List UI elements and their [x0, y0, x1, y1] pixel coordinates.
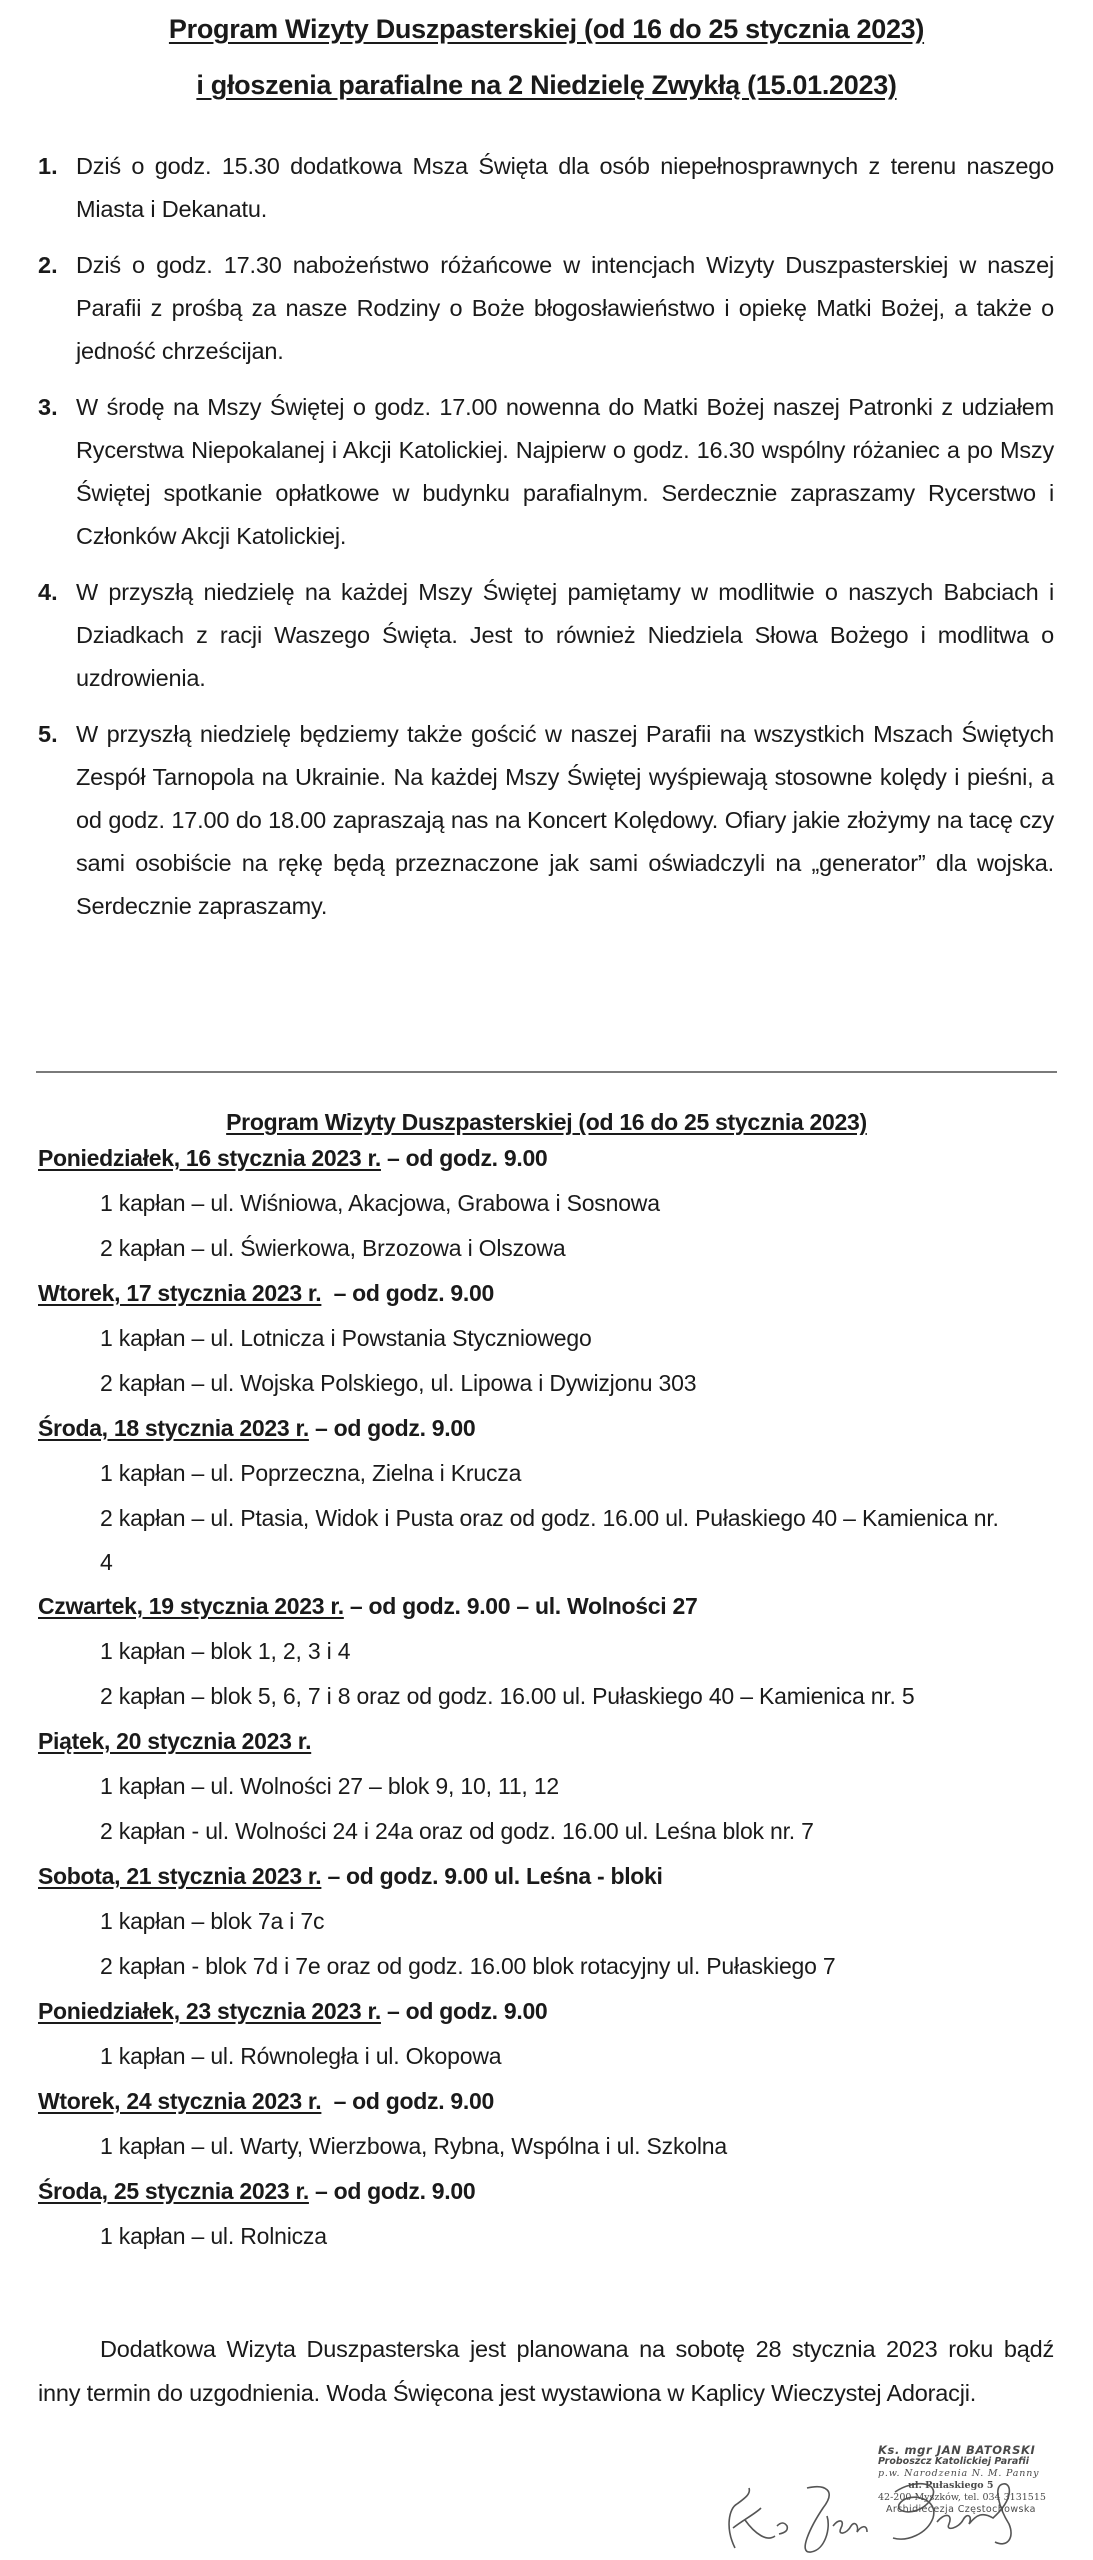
day-date: Wtorek, 17 stycznia 2023 r. [38, 1280, 322, 1306]
day-heading [38, 1136, 1068, 1181]
priest-route: 2 kapłan - ul. Wolności 24 i 24a oraz od godz. 16.00 ul. Leśna blok nr. 7 [100, 1818, 814, 1844]
stamp-name: Ks. mgr JAN BATORSKI [878, 2443, 1036, 2457]
day-date: Sobota, 21 stycznia 2023 r. [38, 1863, 322, 1889]
signature-stroke [729, 2488, 787, 2548]
day-date: Środa, 18 stycznia 2023 r. [38, 1415, 309, 1441]
schedule-day [38, 1584, 1068, 1719]
priest-route: 2 kapłan - blok 7d i 7e oraz od godz. 16.00 blok rotacyjny ul. Pułaskiego 7 [100, 1953, 836, 1979]
day-time: – od godz. 9.00 [308, 2178, 476, 2204]
day-time: – od godz. 9.00 [321, 2088, 494, 2114]
priest-route: 1 kapłan – ul. Poprzeczna, Zielna i Krucza [100, 1460, 522, 1486]
day-date: Czwartek, 19 stycznia 2023 r. [38, 1593, 344, 1619]
priest-route: 1 kapłan – ul. Lotnicza i Powstania Styczniowego [100, 1325, 592, 1351]
announcements-list [38, 145, 1054, 941]
priest-route: 2 kapłan – ul. Świerkowa, Brzozowa i Olszowa [100, 1235, 566, 1261]
priest-route: 1 kapłan – ul. Równoległa i ul. Okopowa [100, 2043, 502, 2069]
schedule-day [38, 1271, 1068, 1406]
schedule-day [38, 1406, 1068, 1584]
document-title-line1: Program Wizyty Duszpasterskiej (od 16 do 25 stycznia 2023) [168, 14, 925, 44]
priest-route: 2 kapłan – ul. Wojska Polskiego, ul. Lipowa i Dywizjonu 303 [100, 1370, 697, 1396]
priest-route: 2 kapłan – blok 5, 6, 7 i 8 oraz od godz. 16.00 ul. Pułaskiego 40 – Kamienica nr. 5 [100, 1683, 915, 1709]
schedule-day [38, 1854, 1068, 1989]
day-date: Poniedziałek, 23 stycznia 2023 r. [38, 1998, 381, 2024]
day-heading [38, 1406, 1068, 1451]
priest-route: 2 kapłan – ul. Ptasia, Widok i Pusta oraz od godz. 16.00 ul. Pułaskiego 40 – Kamienica nr. 4 [100, 1505, 999, 1575]
stamp-address: ul. Pułaskiego 5 [908, 2480, 994, 2491]
day-time: – od godz. 9.00 ul. Leśna - bloki [321, 1863, 663, 1889]
schedule-day [38, 2169, 1068, 2259]
announcement-item [38, 713, 1054, 928]
schedule-day [38, 1719, 1068, 1854]
announcement-text: W środę na Mszy Świętej o godz. 17.00 nowenna do Matki Bożej naszej Patronki z udziałem Rycerstwa Niepokalanej i Akcji Katolickiej. Najpierw o godz. 16.30 wspólny różaniec a po Mszy Świętej spotkanie opłatkowe w budynku parafialnym. Serdecznie zapraszamy Rycerstwo i Członków Akcji Katolickiej. [76, 394, 1054, 549]
priest-route: 1 kapłan – blok 7a i 7c [100, 1908, 325, 1934]
schedule-day [38, 2079, 1068, 2169]
stamp-city-phone: 42-200 Myszków, tel. 034 3131515 [878, 2492, 1046, 2503]
day-heading [38, 1719, 1068, 1764]
stamp-parish: p.w. Narodzenia N. M. Panny [878, 2468, 1040, 2479]
day-heading [38, 1271, 1068, 1316]
day-heading [38, 2169, 1068, 2214]
closing-paragraph: Dodatkowa Wizyta Duszpasterska jest planowana na sobotę 28 stycznia 2023 roku bądź inny termin do uzgodnienia. Woda Święcona jest wystawiona w Kaplicy Wieczystej Adoracji. [38, 2336, 1054, 2406]
document-title-line2: i głoszenia parafialne na 2 Niedzielę Zwykłą (15.01.2023) [196, 70, 897, 100]
announcement-number: 2. [38, 252, 58, 278]
day-date: Poniedziałek, 16 stycznia 2023 r. [38, 1145, 381, 1171]
day-heading [38, 1854, 1068, 1899]
announcement-number: 4. [38, 579, 58, 605]
priest-route: 1 kapłan – blok 1, 2, 3 i 4 [100, 1638, 351, 1664]
announcement-text: Dziś o godz. 17.30 nabożeństwo różańcowe w intencjach Wizyty Duszpasterskiej w naszej Parafii z prośbą za nasze Rodziny o Boże błogosławieństwo i opiekę Matki Bożej, a także o jedność chrześcijan. [76, 252, 1054, 364]
visit-schedule [38, 1136, 1068, 2259]
announcement-item [38, 386, 1054, 558]
priest-route: 1 kapłan – ul. Wiśniowa, Akacjowa, Grabowa i Sosnowa [100, 1190, 660, 1216]
priest-route: 1 kapłan – ul. Wolności 27 – blok 9, 10, 11, 12 [100, 1773, 560, 1799]
announcement-item [38, 145, 1054, 231]
day-time: – od godz. 9.00 [308, 1415, 476, 1441]
day-heading [38, 1584, 1068, 1629]
day-time: – od godz. 9.00 [380, 1998, 548, 2024]
schedule-day [38, 1989, 1068, 2079]
day-heading [38, 2079, 1068, 2124]
day-date: Wtorek, 24 stycznia 2023 r. [38, 2088, 322, 2114]
announcement-number: 1. [38, 153, 58, 179]
schedule-day [38, 1136, 1068, 1271]
announcement-text: W przyszłą niedzielę na każdej Mszy Świętej pamiętamy w modlitwie o naszych Babciach i Dziadkach z racji Waszego Święta. Jest to również Niedziela Słowa Bożego i modlitwa o uzdrowienia. [76, 579, 1054, 691]
day-time: – od godz. 9.00 [380, 1145, 548, 1171]
schedule-title: Program Wizyty Duszpasterskiej (od 16 do 25 stycznia 2023) [226, 1109, 867, 1136]
day-time: – od godz. 9.00 – ul. Wolności 27 [343, 1593, 698, 1619]
priest-route: 1 kapłan – ul. Rolnicza [100, 2223, 327, 2249]
parish-stamp [878, 2444, 1093, 2516]
announcement-number: 5. [38, 721, 58, 747]
signature-stroke [805, 2487, 867, 2552]
announcement-number: 3. [38, 394, 58, 420]
day-date: Środa, 25 stycznia 2023 r. [38, 2178, 309, 2204]
day-heading [38, 1989, 1068, 2034]
day-time: – od godz. 9.00 [321, 1280, 494, 1306]
announcement-text: W przyszłą niedzielę będziemy także gościć w naszej Parafii na wszystkich Mszach Świętych Zespół Tarnopola na Ukrainie. Na każdej Mszy Świętej wyśpiewają stosowne kolędy i pieśni, a od godz. 17.00 do 18.00 zapraszają nas na Koncert Kolędowy. Ofiary jakie złożymy na tacę czy sami osobiście na rękę będą przeznaczone jak sami oświadczyli na „generator” dla wojska. Serdecznie zapraszamy. [76, 721, 1054, 919]
section-divider [36, 1071, 1057, 1073]
announcement-item [38, 244, 1054, 373]
announcement-item [38, 571, 1054, 700]
announcement-text: Dziś o godz. 15.30 dodatkowa Msza Święta dla osób niepełnosprawnych z terenu naszego Miasta i Dekanatu. [76, 153, 1054, 222]
stamp-role: Proboszcz Katolickiej Parafii [878, 2456, 1030, 2467]
day-date: Piątek, 20 stycznia 2023 r. [38, 1728, 312, 1754]
stamp-archdiocese: Archidiecezja Częstochowska [886, 2504, 1036, 2515]
priest-route: 1 kapłan – ul. Warty, Wierzbowa, Rybna, Wspólna i ul. Szkolna [100, 2133, 727, 2159]
